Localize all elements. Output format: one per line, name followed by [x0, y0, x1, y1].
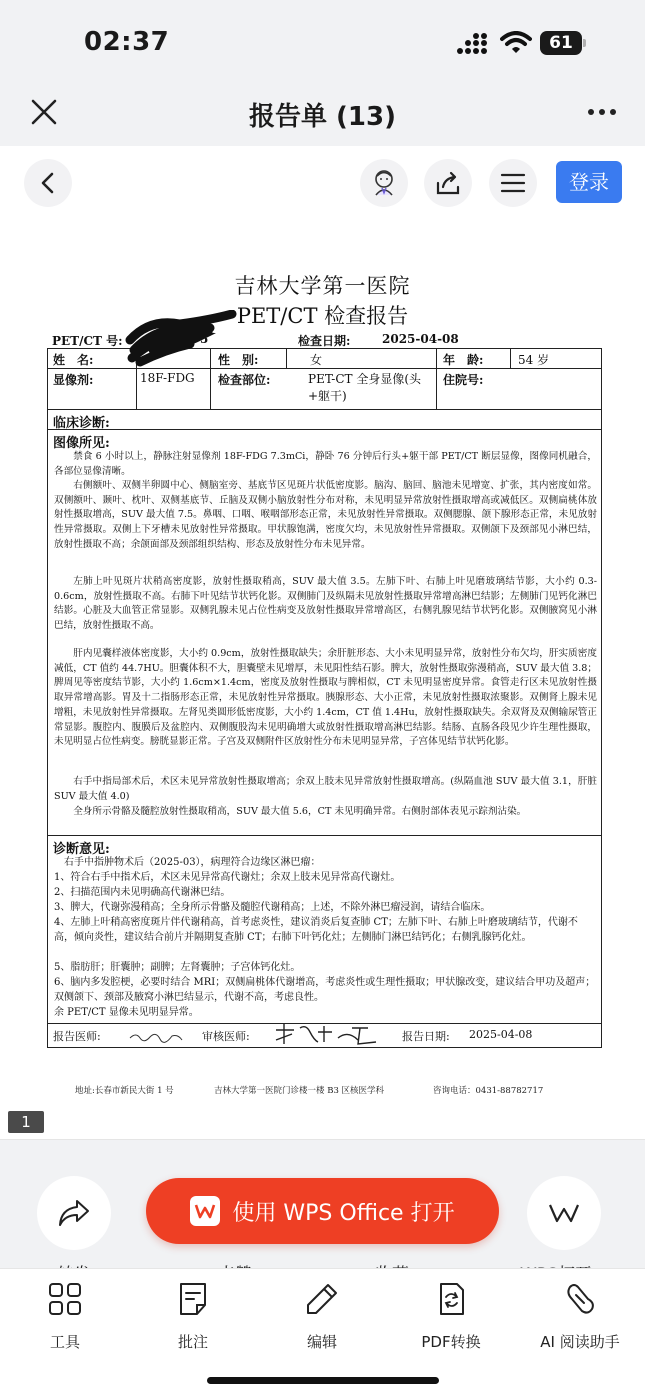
status-bar: [0, 0, 645, 86]
tool-label: 批注: [177, 1333, 208, 1351]
impression-line: 6、脑内多发腔梗，必要时结合 MRI；双侧扁桃体代谢增高，考虑炎性或生理性摄取；甲状腺改变，建议结合甲功及超声；双侧颌下、颈部及腋窝小淋巴结显示，代谢不高，考虑良性。: [54, 977, 596, 1003]
document-viewer[interactable]: [0, 218, 645, 1140]
reviewer-label: 审核医师:: [202, 1030, 250, 1043]
open-with-wps-button[interactable]: [146, 1178, 499, 1244]
agent-label: 显像剂:: [53, 373, 94, 387]
petct-number-label: PET/CT 号:: [52, 334, 123, 348]
exam-date-value: 2025-04-08: [382, 332, 459, 346]
tool-label: AI 阅读助手: [540, 1333, 620, 1351]
document-toolbar: [0, 146, 645, 218]
report-table: [47, 348, 602, 1048]
wifi-icon: [500, 31, 532, 55]
wps-logo-icon: [190, 1196, 220, 1226]
status-time: 02:37: [84, 27, 170, 57]
bottom-toolbar: [0, 1268, 645, 1398]
impression-line: 5、脂肪肝；肝囊肿；副脾；左肾囊肿；子宫体钙化灶。: [54, 962, 301, 973]
impression-line: 3、脾大，代谢弥漫稍高；全身所示骨骼及髓腔代谢稍高；上述，不除外淋巴瘤浸润，请结合临床。: [54, 902, 491, 913]
impression-line: 4、左肺上叶稍高密度斑片伴代谢稍高，首考虑炎性，建议消炎后复查肺 CT；左肺下叶、右肺上叶磨玻璃结节，代谢不高，倾向炎性，建议结合前片并隔期复查肺 CT；右肺下叶钙化灶；左侧肺门淋巴结钙化；右侧乳腺钙化灶。: [54, 917, 578, 943]
share-icon: [434, 169, 462, 197]
site-value: PET-CT 全身显像(头+躯干): [308, 372, 422, 403]
pdf-convert-icon: [433, 1281, 469, 1317]
tool-label: PDF转换: [421, 1333, 481, 1351]
share-button[interactable]: [424, 159, 472, 207]
sex-value: 女: [310, 353, 323, 367]
age-value: 54 岁: [518, 353, 550, 367]
footer-phone: 咨询电话：0431-88782717: [433, 1086, 544, 1096]
report-date-value: 2025-04-08: [469, 1028, 533, 1041]
battery-level: 61: [540, 31, 582, 55]
more-options-icon[interactable]: [586, 100, 618, 124]
impression-line: 余 PET/CT 显像未见明显异常。: [54, 1007, 199, 1018]
findings-label: 图像所见:: [53, 436, 110, 451]
tool-label: 工具: [49, 1333, 80, 1351]
chevron-left-icon: [36, 171, 60, 195]
title-bar: [0, 86, 645, 144]
page-title: 报告单 (13): [249, 102, 396, 132]
annotate-icon: [175, 1281, 211, 1317]
tool-pdf-convert[interactable]: [396, 1281, 506, 1352]
report-title: PET/CT 检查报告: [236, 304, 409, 328]
sex-label: 性 别:: [218, 353, 259, 367]
ai-assistant-icon: [562, 1281, 598, 1317]
report-page: [0, 218, 645, 1140]
redaction-mark: [120, 310, 240, 370]
findings-paragraph: 左肺上叶见斑片状稍高密度影，放射性摄取稍高，SUV 最大值 3.5。左肺下叶、右肺上叶见磨玻璃结节影，大小约 0.3-0.6cm，放射性摄取不高。右肺下叶见结节状钙化影。双侧肺门及纵隔未见放射性摄取异常增高淋巴结影；左侧肺门见钙化淋巴结影。心脏及大血管正常显影。双侧乳腺未见占位性病变及放射性摄取异常增高区，右侧乳腺见结节状钙化影。双侧腋窝见小淋巴结，放射性摄取不高。: [54, 576, 597, 632]
reviewer-signature: [272, 1022, 382, 1048]
reporter-label: 报告医师:: [53, 1030, 101, 1043]
clinical-diagnosis-label: 临床诊断:: [53, 416, 110, 431]
site-label: 检查部位:: [218, 373, 271, 387]
report-date-label: 报告日期:: [402, 1030, 450, 1043]
agent-value: 18F-FDG: [140, 371, 195, 385]
age-label: 年 龄:: [443, 353, 484, 367]
findings-paragraph: 禁食 6 小时以上，静脉注射显像剂 18F-FDG 7.3mCi，静卧 76 分钟后行头+躯干部 PET/CT 断层显像，图像同机融合，各部位显像清晰。: [54, 451, 597, 477]
forward-button[interactable]: [37, 1176, 111, 1250]
inpatient-label: 住院号:: [443, 373, 484, 387]
tool-label: 编辑: [306, 1333, 337, 1351]
tool-tools[interactable]: [10, 1281, 120, 1352]
menu-icon: [500, 171, 526, 195]
share-actions: [0, 1148, 645, 1268]
footer-address: 地址:长春市新民大街 1 号: [75, 1086, 174, 1096]
impression-label: 诊断意见:: [53, 842, 110, 857]
tool-ai-assistant[interactable]: [525, 1281, 635, 1352]
login-button[interactable]: 登录: [556, 161, 622, 203]
name-label: 姓 名:: [53, 353, 94, 367]
hospital-name: 吉林大学第一医院: [234, 274, 411, 298]
findings-paragraph: 全身所示骨骼及髓腔放射性摄取稍高，SUV 最大值 5.6，CT 未见明确异常。右侧肘部体表见示踪剂沾染。: [73, 806, 527, 817]
footer-department: 吉林大学第一医院门诊楼一楼 B3 区核医学科: [214, 1086, 385, 1096]
mascot-icon: [368, 167, 400, 199]
findings-paragraph: 右侧额叶、双侧半卵圆中心、侧脑室旁、基底节区见斑片状低密度影。脑沟、脑回、脑池未见增宽、扩张，其内密度如常。双侧额叶、颞叶、枕叶、双侧基底节、丘脑及双侧小脑放射性分布对称，未见明显异常放射性摄取增高或减低区。双侧扁桃体放射性摄取增高，SUV 最大值 7.5。鼻咽、口咽、喉咽部形态正常，未见放射性异常摄取。双侧腮腺、颌下腺形态正常，未见放射性异常摄取。双侧上下牙槽未见放射性异常摄取。甲状腺饱满，密度欠均，未见放射性异常摄取。双侧颌下及颈部见小淋巴结，放射性摄取不高；余颌面部及颈部组织结构、形态及放射性分布未见异常。: [54, 480, 597, 550]
findings-paragraph: 右手中指局部术后，术区未见异常放射性摄取增高；余双上肢未见异常放射性摄取增高。(纵隔血池 SUV 最大值 3.1，肝脏 SUV 最大值 4.0): [54, 776, 597, 802]
pencil-icon: [304, 1281, 340, 1317]
impression-line: 右手中指肿物术后（2025-03），病理符合边缘区淋巴瘤：: [54, 857, 321, 868]
back-button[interactable]: [24, 159, 72, 207]
menu-button[interactable]: [489, 159, 537, 207]
cellular-signal-icon: [456, 33, 492, 55]
grid-icon: [47, 1281, 83, 1317]
petct-number-value: 5: [200, 332, 209, 346]
battery-icon: [540, 31, 586, 55]
assistant-avatar-button[interactable]: [360, 159, 408, 207]
impression-line: 1、符合右手中指术后，术区未见异常高代谢灶；余双上肢未见异常高代谢灶。: [54, 872, 401, 883]
wps-icon: [547, 1200, 581, 1226]
findings-paragraph: 肝内见囊样液体密度影，大小约 0.9cm，放射性摄取缺失；余肝脏形态、大小未见明显异常，放射性分布欠均，肝实质密度减低，CT 值约 44.7HU。胆囊体积不大，胆囊壁未见增厚，未见阳性结石影。脾大，放射性摄取弥漫稍高，SUV 最大值 3.8；脾周见等密度结节影，大小约 1.6cm×1.4cm，密度及放射性摄取与脾相似，CT 未见明显密度异常。食管走行区未见放射性摄取异常增高影。胃及十二指肠形态正常，未见放射性异常摄取。胰腺形态、大小正常，未见放射性摄取浓聚影。双侧肾上腺未见增粗，未见放射性异常摄取。左肾见类圆形低密度影，大小约 1.4cm，CT 值 1.4Hu，放射性摄取缺失。余双肾及双侧输尿管正常显影。腹腔内、腹膜后及盆腔内、双侧腹股沟未见明确增大或放射性摄取增高淋巴结影。结肠、直肠各段见少许生理性摄取，未见明显占位性病变。膀胱显影正常。子宫及双侧附件区放射性分布未见明显异常，子宫体见结节状钙化影。: [54, 648, 597, 748]
open-with-wps-label: 使用 WPS Office 打开: [232, 1200, 455, 1226]
page-indicator: 1: [8, 1111, 44, 1133]
home-indicator: [207, 1377, 439, 1384]
reporter-signature: [128, 1028, 184, 1046]
exam-date-label: 检查日期:: [298, 334, 351, 348]
wps-open-button[interactable]: [527, 1176, 601, 1250]
tool-annotate[interactable]: [138, 1281, 248, 1352]
tool-edit[interactable]: [267, 1281, 377, 1352]
forward-icon: [57, 1198, 91, 1228]
impression-line: 2、扫描范围内未见明确高代谢淋巴结。: [54, 887, 231, 898]
